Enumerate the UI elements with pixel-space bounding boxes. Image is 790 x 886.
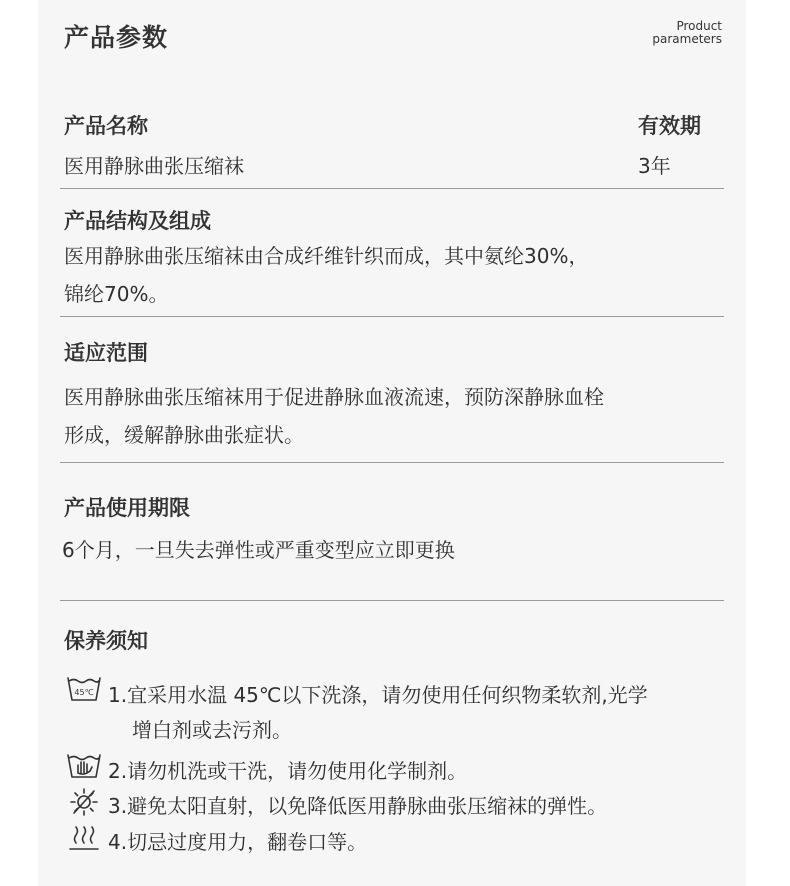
- care-item-1-line-1: 1.宜采用水温 45℃以下洗涤，请勿使用任何织物柔软剂,光学: [108, 683, 648, 707]
- divider: [60, 462, 724, 463]
- scope-label: 适应范围: [64, 341, 148, 365]
- usage-period-value: 6个月，一旦失去弹性或严重变型应立即更换: [62, 538, 455, 562]
- care-item-3-line: 3.避免太阳直射，以免降低医用静脉曲张压缩袜的弹性。: [108, 794, 608, 818]
- wash-45c-icon: [66, 674, 102, 704]
- hand-wash-icon: [66, 751, 102, 781]
- usage-period-label: 产品使用期限: [64, 496, 190, 520]
- wash-temperature-text: 45℃: [74, 688, 94, 697]
- page-title: 产品参数: [64, 23, 169, 52]
- validity-value: 3年: [638, 154, 671, 178]
- care-item-2-line: 2.请勿机洗或干洗，请勿使用化学制剂。: [108, 759, 468, 783]
- product-name-value: 医用静脉曲张压缩袜: [64, 154, 244, 178]
- divider: [60, 600, 724, 601]
- page-subtitle: [652, 20, 722, 46]
- care-item-1-line-2: 增白剂或去污剂。: [132, 718, 292, 742]
- care-item-4-line: 4.切忌过度用力，翻卷口等。: [108, 830, 368, 854]
- subtitle-line-1: Product: [676, 19, 722, 33]
- divider: [60, 188, 724, 189]
- heat-icon: [66, 823, 102, 853]
- care-label: 保养须知: [64, 629, 148, 653]
- structure-line-2: 锦纶70%。: [64, 282, 169, 306]
- subtitle-line-2: parameters: [652, 32, 722, 46]
- divider: [60, 316, 724, 317]
- no-sun-icon: [66, 787, 102, 817]
- structure-line-1: 医用静脉曲张压缩袜由合成纤维针织而成，其中氨纶30%，: [64, 244, 589, 268]
- scope-line-1: 医用静脉曲张压缩袜用于促进静脉血液流速，预防深静脉血栓: [64, 385, 604, 409]
- parameters-panel: [38, 0, 746, 886]
- product-name-label: 产品名称: [64, 114, 148, 138]
- validity-label: 有效期: [638, 114, 701, 138]
- scope-line-2: 形成，缓解静脉曲张症状。: [64, 423, 304, 447]
- structure-label: 产品结构及组成: [64, 209, 211, 233]
